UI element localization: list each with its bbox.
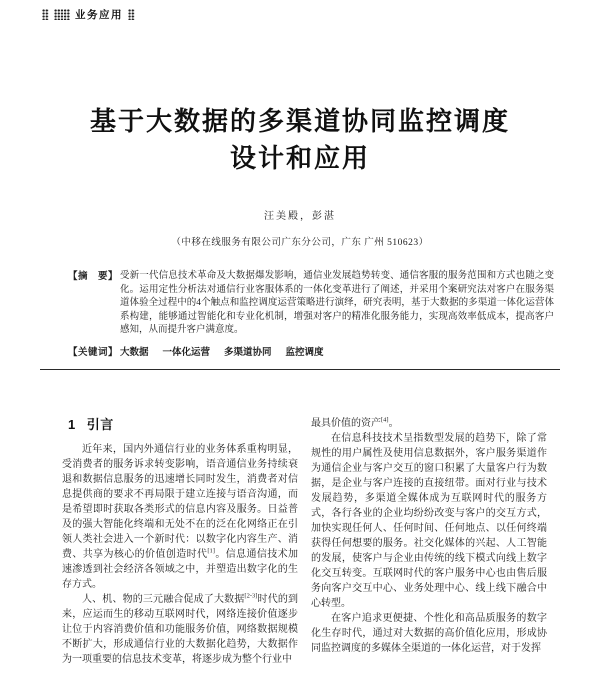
body-paragraph: 近年来，国内外通信行业的业务体系重构明显，受消费者的服务诉求转变影响，语音通信业务持续衰退和数据信息服务的迅速增长同时发生，消费者对信息提供商的要求不再局限于建立连接与语音沟通，而是希望即时获取各类形式的信息内容及服务。日益普及的强大智能化终端和无处不在的泛在化网络正在引领人类社会进入一个新时代：以数字化内容生产、消费、共享为核心的价值创造时代[1]。信息通信技术加速渗透到社会经济各领域之中，并塑造出数字化的生存方式。 (62, 443, 299, 590)
dot-grid-icon (54, 9, 70, 20)
body-paragraph: 人、机、物的三元融合促成了大数据[2-3]时代的到来，应运而生的移动互联网时代，网络连接价值逐步让位于内容消费价值和功能服务价值，网络数据规模不断扩大，形成通信行业的大数据化趋势，大数据作为一项重要的信息技术变革，将逐步成为整个行业中 (62, 592, 299, 665)
keyword: 一体化运营 (162, 346, 211, 358)
dot-grid-icon (128, 9, 135, 20)
article-title-line1: 基于大数据的多渠道协同监控调度 (89, 106, 510, 136)
affiliation: （中移在线服务有限公司广东分公司，广东 广州 510623） (171, 238, 429, 248)
page-header (40, 0, 560, 21)
column-category-label: 业务应用 (75, 8, 123, 21)
article-title-line2: 设计和应用 (229, 143, 370, 173)
keyword: 大数据 (120, 346, 149, 358)
keyword: 监控调度 (285, 346, 324, 358)
keywords-list (120, 348, 338, 358)
body-paragraph: 在信息科技技术呈指数型发展的趋势下，除了常规性的用户属性及使用信息数据外，客户服务渠道作为通信企业与客户交互的窗口积累了大量客户行为数据，是企业与客户连接的直接纽带。面对行业与技术发展趋势，多渠道全媒体成为互联网时代的服务方式，各行各业的企业均纷纷改变与客户的交互方式，加快实现任何人、任何时间、任何地点、以任何终端获得任何想要的服务。社交化媒体的兴起、人工智能的发展，使客户与企业由传统的线下模式向线上数字化交互转变。互联网时代的客户服务中心也由售后服务向客户交互中心、业务处理中心、线上线下融合中心转型。 (311, 432, 547, 609)
body-paragraph: 在客户追求更便捷、个性化和高品质服务的数字化生存时代，通过对大数据的高价值化应用，形成协同监控调度的多媒体全渠道的一体化运营，对于发挥 (311, 612, 547, 654)
body-paragraph: 最具价值的资产[4]。 (311, 416, 399, 429)
keywords-label: 【关键词】 (68, 346, 119, 358)
left-column (62, 416, 298, 667)
citation-ref: [4] (381, 416, 389, 424)
abstract-text: 受新一代信息技术革命及大数据爆发影响，通信业发展趋势转变、通信客服的服务范围和方式也随之变化。运用定性分析法对通信行业客服体系的一体化变革进行了阐述，并采用个案研究法对客户在服务渠道体验全过程中的4个触点和监控调度运营策略进行演绎，研究表明，基于大数据的多渠道一体化运营体系构建，能够通过智能化和专业化机制，增强对客户的精准化服务能力，实现高效率低成本，提高客户感知，从而提升客户满意度。 (120, 271, 554, 336)
section-number: 1 (68, 416, 76, 432)
section-heading (68, 417, 298, 432)
keywords-block (68, 346, 554, 360)
dot-grid-icon (42, 9, 49, 20)
citation-ref: [1] (207, 547, 215, 555)
article-title (40, 103, 560, 177)
section-title: 引言 (86, 416, 114, 432)
abstract-block (68, 270, 554, 338)
left-column-paragraphs (62, 442, 298, 667)
right-column-paragraphs (311, 416, 547, 656)
keyword: 多渠道协同 (224, 346, 272, 358)
abstract-label: 【摘 要】 (68, 271, 119, 282)
right-column (311, 416, 547, 667)
authors: 汪美殿，彭湛 (264, 211, 336, 222)
citation-ref: [2-3] (244, 592, 258, 600)
body-columns (62, 416, 548, 667)
section-divider (40, 369, 560, 370)
